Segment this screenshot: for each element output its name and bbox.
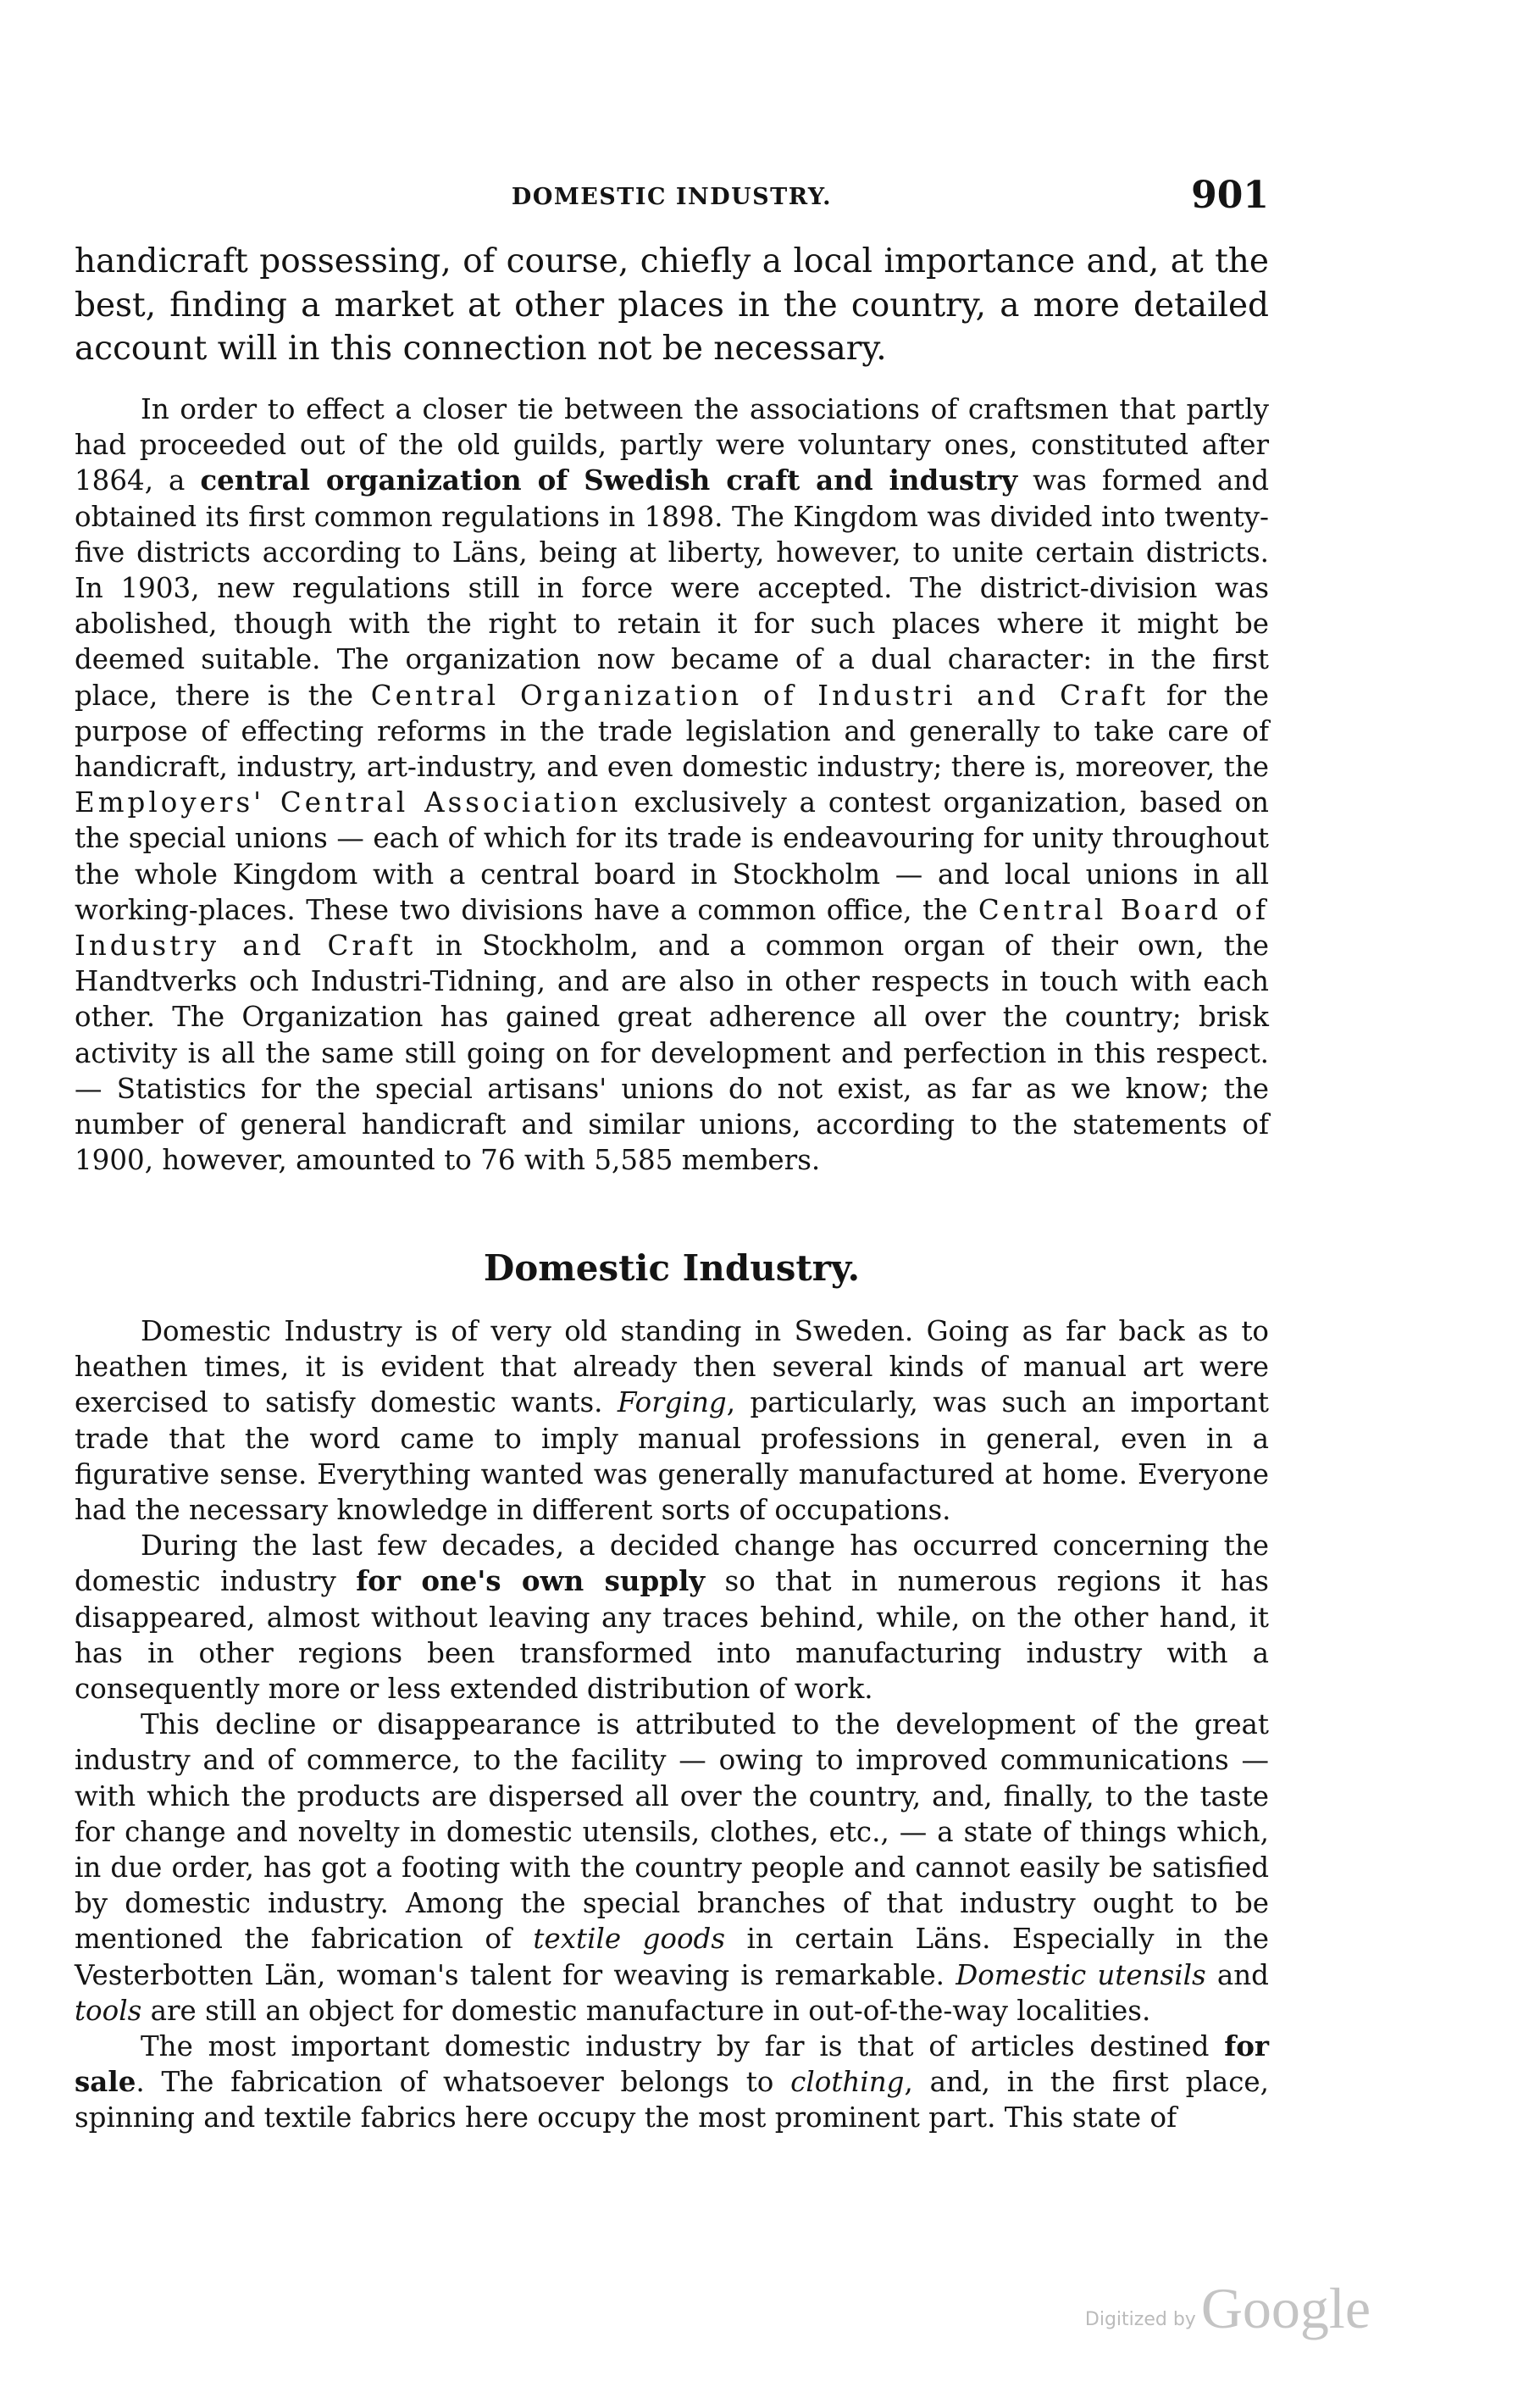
paragraph-central-organization [75,391,1269,1178]
text-run: Domestic Industry is of very old standing in Sweden. Going as far back as to heathen times, it is evident that already then several kinds of manual art were exercised to satisfy domestic wants. [75,1315,1269,1419]
google-logo: Google [1200,2276,1371,2340]
text-run: and [1205,1958,1269,1991]
italic-run: tools [75,1994,142,2027]
italic-run: textile goods [533,1923,726,1956]
section-heading: Domestic Industry. [483,1247,861,1289]
text-run: in Stockholm, and a common organ of their own, the Handtverks och Industri-Tidning, and are also in other respects in touch with each other. The Organization has gained great adherence all over the country; brisk activity is all the same still going on for development and perfection in this respect. — Statistics for the special artisans' unions do not exist, as far as we know; the number of general handicraft and similar unions, according to the statements of 1900, however, amounted to 76 with 5,585 members. [75,930,1269,1177]
text-run: so that in numerous regions it has disappeared, almost without leaving any traces behind, while, on the other hand, it has in other regions been transformed into manufacturing industry with a consequently more or less extended distribution of work. [75,1565,1269,1706]
text-run: in certain Läns. Especially in the Vesterbotten Län, woman's talent for weaving is remarkable. [75,1923,1269,1991]
text-run: for the purpose of effecting reforms in the trade legislation and generally to take care of handicraft, industry, art-industry, and even domestic industry; there is, moreover, the [75,679,1269,784]
digitized-watermark [1084,2276,1371,2340]
italic-run: Forging [617,1386,727,1419]
bold-run: for sale [75,2029,1269,2099]
italic-run: clothing [790,2066,905,2099]
paragraph-decided-change [75,1528,1269,1707]
running-head [75,174,1269,221]
text-run: are still an object for domestic manufacture in out-of-the-way localities. [141,1994,1151,2027]
spaced-run: Central Board of Industry and Craft [75,893,1269,963]
lead-paragraph [75,240,1269,371]
paragraph-articles-for-sale [75,2029,1269,2136]
paragraph-old-standing [75,1313,1269,1528]
text-run: This decline or disappearance is attributed to the development of the great industry and of commerce, to the facility — owing to improved communications — with which the products are dispersed all over the country, and, finally, to the taste for change and novelty in domestic utensils, clothes, etc., — a state of things which, in due order, has got a footing with the country people and cannot easily be satisfied by domestic industry. Among the special branches of that industry ought to be mentioned the fabrication of [75,1708,1269,1956]
bold-run: for one's own supply [356,1564,706,1598]
running-title: DOMESTIC INDUSTRY. [511,184,833,210]
text-run: In order to effect a closer tie between the associations of craftsmen that partly had proceeded out of the old guilds, partly were voluntary ones, constituted after 1864, a [75,393,1269,497]
spaced-run: Central Organization of Industri and Craft [370,679,1149,712]
body-block-domestic-industry [75,1313,1269,2136]
page-number: 901 [1191,174,1269,217]
text-run: exclusively a contest organization, based on the special unions — each of which for its trade is endeavouring for unity throughout the whole Kingdom with a central board in Stockholm — and local unions in all working-places. These two divisions have a common office, the [75,786,1269,926]
text-run: was formed and obtained its first common regulations in 1898. The Kingdom was divided into twenty-five districts according to Läns, being at liberty, however, to unite certain districts. In 1903, new regulations still in force were accepted. The district-division was abolished, though with the right to retain it for such places where it might be deemed suitable. The organization now became of a dual character: in the first place, there is the [75,464,1269,712]
lead-paragraph-text: handicraft possessing, of course, chiefly a local importance and, at the best, finding a market at other places in the country, a more detailed account will in this connection not be necessary. [75,242,1269,368]
digitized-by-label: Digitized by [1084,2309,1196,2330]
text-run: During the last few decades, a decided change has occurred concerning the domestic industry [75,1529,1269,1598]
paragraph-decline [75,1707,1269,2029]
text-run: . The fabrication of whatsoever belongs to [136,2066,791,2099]
bold-run: central organization of Swedish craft and industry [200,464,1018,497]
text-run: , particularly, was such an important trade that the word came to imply manual professions in general, even in a figurative sense. Everything wanted was generally manufactured at home. Everyone had the necessary knowledge in different sorts of occupations. [75,1386,1269,1527]
italic-run: Domestic utensils [956,1958,1206,1991]
text-run: The most important domestic industry by far is that of articles destined [141,2030,1225,2063]
spaced-run: Employers' Central Association [75,786,622,819]
text-run: , and, in the first place, spinning and textile fabrics here occupy the most prominent part. This state of [75,2066,1269,2134]
body-block-guilds [75,391,1269,1178]
